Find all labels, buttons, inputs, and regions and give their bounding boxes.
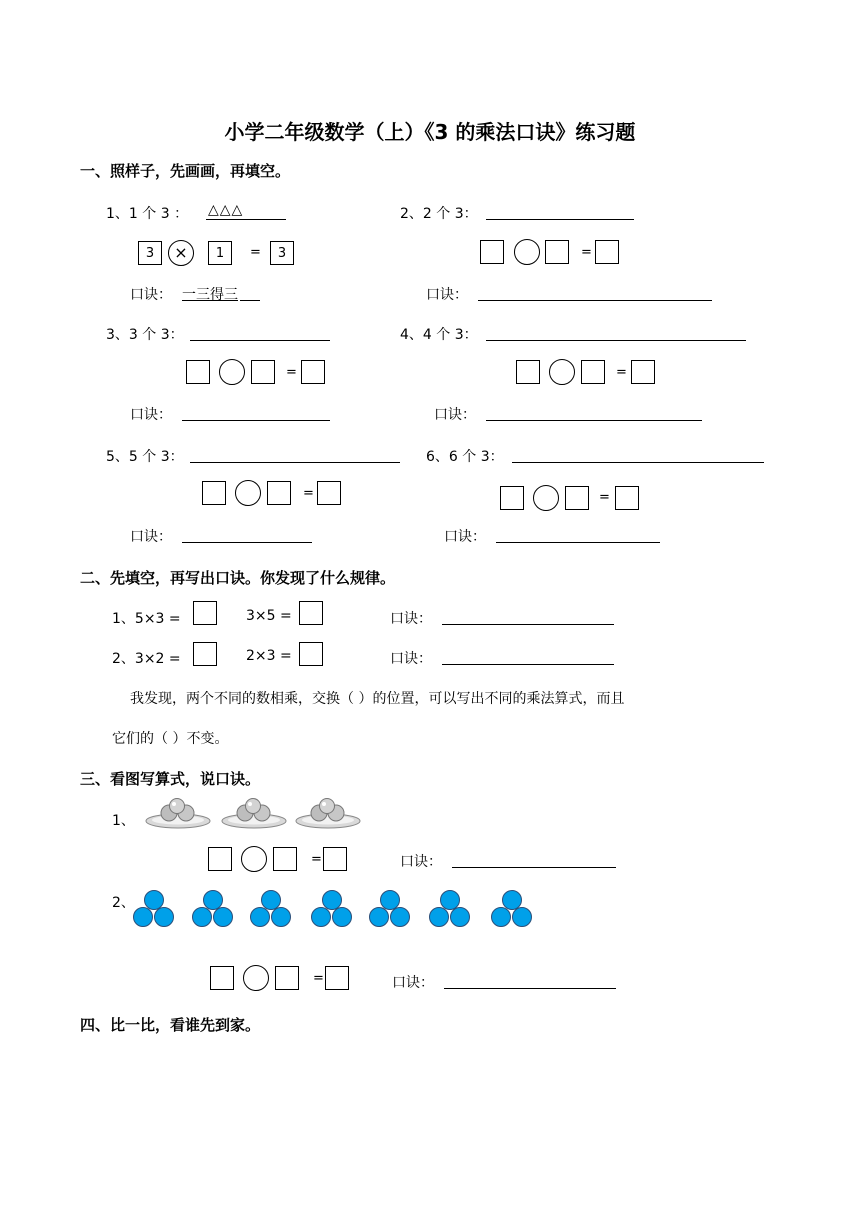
dot [154, 907, 174, 927]
q5-answer-line[interactable] [190, 462, 400, 463]
s2-r2-left: 2、3×2 = [112, 651, 181, 667]
q3-answer-line[interactable] [190, 340, 330, 341]
example-times-circle: × [168, 240, 194, 266]
example-eq: = [250, 245, 261, 260]
q2-op-circle[interactable] [514, 239, 540, 265]
q3-eq: = [286, 365, 297, 380]
fruit-plate-icon [144, 796, 212, 832]
q2-box-2[interactable] [545, 240, 569, 264]
example-box-a: 3 [138, 241, 162, 265]
q6-answer-line[interactable] [512, 462, 764, 463]
s3-q2-label: 2、 [112, 895, 135, 911]
q4-box-2[interactable] [581, 360, 605, 384]
s3-q2-box-result[interactable] [325, 966, 349, 990]
q4-label: 4、4 个 3： [400, 327, 478, 343]
q2-box-result[interactable] [595, 240, 619, 264]
example-box-result: 3 [270, 241, 294, 265]
q4-eq: = [616, 365, 627, 380]
s3-q2-eq: = [313, 971, 324, 986]
s3-q2-box-2[interactable] [275, 966, 299, 990]
section1-heading: 一、照样子，先画画，再填空。 [80, 162, 291, 180]
s2-finding-line2: 它们的（ ）不变。 [112, 731, 229, 747]
q4-answer-line[interactable] [486, 340, 746, 341]
s2-r1-left: 1、5×3 = [112, 611, 181, 627]
q6-box-2[interactable] [565, 486, 589, 510]
s3-q2-box-1[interactable] [210, 966, 234, 990]
q6-op-circle[interactable] [533, 485, 559, 511]
s2-r1-right: 3×5 = [246, 608, 292, 624]
s2-r2-box-2[interactable] [299, 642, 323, 666]
q6-box-result[interactable] [615, 486, 639, 510]
q1-koujue-value: 一三得三 [182, 287, 238, 303]
q2-answer-line[interactable] [486, 219, 634, 220]
dot [271, 907, 291, 927]
dot [369, 907, 389, 927]
s2-r2-box-1[interactable] [193, 642, 217, 666]
s2-r1-koujue-label: 口诀： [390, 611, 432, 627]
dot [512, 907, 532, 927]
q2-koujue-label: 口诀： [426, 287, 468, 303]
q3-op-circle[interactable] [219, 359, 245, 385]
q1-drawing: △△△ [208, 202, 244, 218]
q1-drawing-line [206, 219, 286, 220]
q5-box-2[interactable] [267, 481, 291, 505]
s2-finding-line1: 我发现，两个不同的数相乘，交换（ ）的位置，可以写出不同的乘法算式，而且 [130, 691, 625, 707]
dot [311, 907, 331, 927]
s2-r1-box-1[interactable] [193, 601, 217, 625]
q3-koujue-line[interactable] [182, 420, 330, 421]
q4-koujue-label: 口诀： [434, 407, 476, 423]
q3-box-1[interactable] [186, 360, 210, 384]
q4-box-1[interactable] [516, 360, 540, 384]
q6-box-1[interactable] [500, 486, 524, 510]
s3-q1-koujue-line[interactable] [452, 867, 616, 868]
section4-heading: 四、比一比，看谁先到家。 [80, 1016, 261, 1034]
s3-q1-box-1[interactable] [208, 847, 232, 871]
section2-heading: 二、先填空，再写出口诀。你发现了什么规律。 [80, 569, 396, 587]
dot [213, 907, 233, 927]
s3-q2-op-circle[interactable] [243, 965, 269, 991]
dot [491, 907, 511, 927]
q5-op-circle[interactable] [235, 480, 261, 506]
s3-q2-koujue-line[interactable] [444, 988, 616, 989]
s3-q1-eq: = [311, 852, 322, 867]
q3-label: 3、3 个 3： [106, 327, 184, 343]
s3-q1-box-2[interactable] [273, 847, 297, 871]
fruit-plate-icon [220, 796, 288, 832]
dot [133, 907, 153, 927]
s2-r1-koujue-line[interactable] [442, 624, 614, 625]
q6-label: 6、6 个 3： [426, 449, 504, 465]
dot [390, 907, 410, 927]
s2-r1-box-2[interactable] [299, 601, 323, 625]
s3-q2-koujue-label: 口诀： [392, 975, 434, 991]
s3-q1-op-circle[interactable] [241, 846, 267, 872]
q5-eq: = [303, 486, 314, 501]
s2-r2-koujue-label: 口诀： [390, 651, 432, 667]
q4-box-result[interactable] [631, 360, 655, 384]
fruit-plate-icon [294, 796, 362, 832]
s2-r2-right: 2×3 = [246, 648, 292, 664]
q1-label: 1、1 个 3 ： [106, 206, 189, 222]
q4-koujue-line[interactable] [486, 420, 702, 421]
q2-eq: = [581, 245, 592, 260]
q6-koujue-label: 口诀： [444, 529, 486, 545]
dot [250, 907, 270, 927]
q2-box-1[interactable] [480, 240, 504, 264]
q3-koujue-label: 口诀： [130, 407, 172, 423]
q5-label: 5、5 个 3： [106, 449, 184, 465]
q5-box-result[interactable] [317, 481, 341, 505]
q5-box-1[interactable] [202, 481, 226, 505]
example-box-b: 1 [208, 241, 232, 265]
q1-koujue-label: 口诀： [130, 287, 172, 303]
dot [450, 907, 470, 927]
dot [192, 907, 212, 927]
q6-koujue-line[interactable] [496, 542, 660, 543]
section3-heading: 三、看图写算式，说口诀。 [80, 770, 261, 788]
q5-koujue-label: 口诀： [130, 529, 172, 545]
dot [332, 907, 352, 927]
q3-box-2[interactable] [251, 360, 275, 384]
q2-koujue-line[interactable] [478, 300, 712, 301]
q5-koujue-line[interactable] [182, 542, 312, 543]
page-title: 小学二年级数学（上）《3 的乘法口诀》练习题 [224, 120, 636, 144]
q2-label: 2、2 个 3： [400, 206, 478, 222]
s3-q1-label: 1、 [112, 813, 135, 829]
s2-r2-koujue-line[interactable] [442, 664, 614, 665]
q6-eq: = [599, 490, 610, 505]
dot [429, 907, 449, 927]
q3-box-result[interactable] [301, 360, 325, 384]
s3-q1-koujue-label: 口诀： [400, 854, 442, 870]
q1-koujue-line-tail [240, 300, 260, 301]
q4-op-circle[interactable] [549, 359, 575, 385]
s3-q1-box-result[interactable] [323, 847, 347, 871]
